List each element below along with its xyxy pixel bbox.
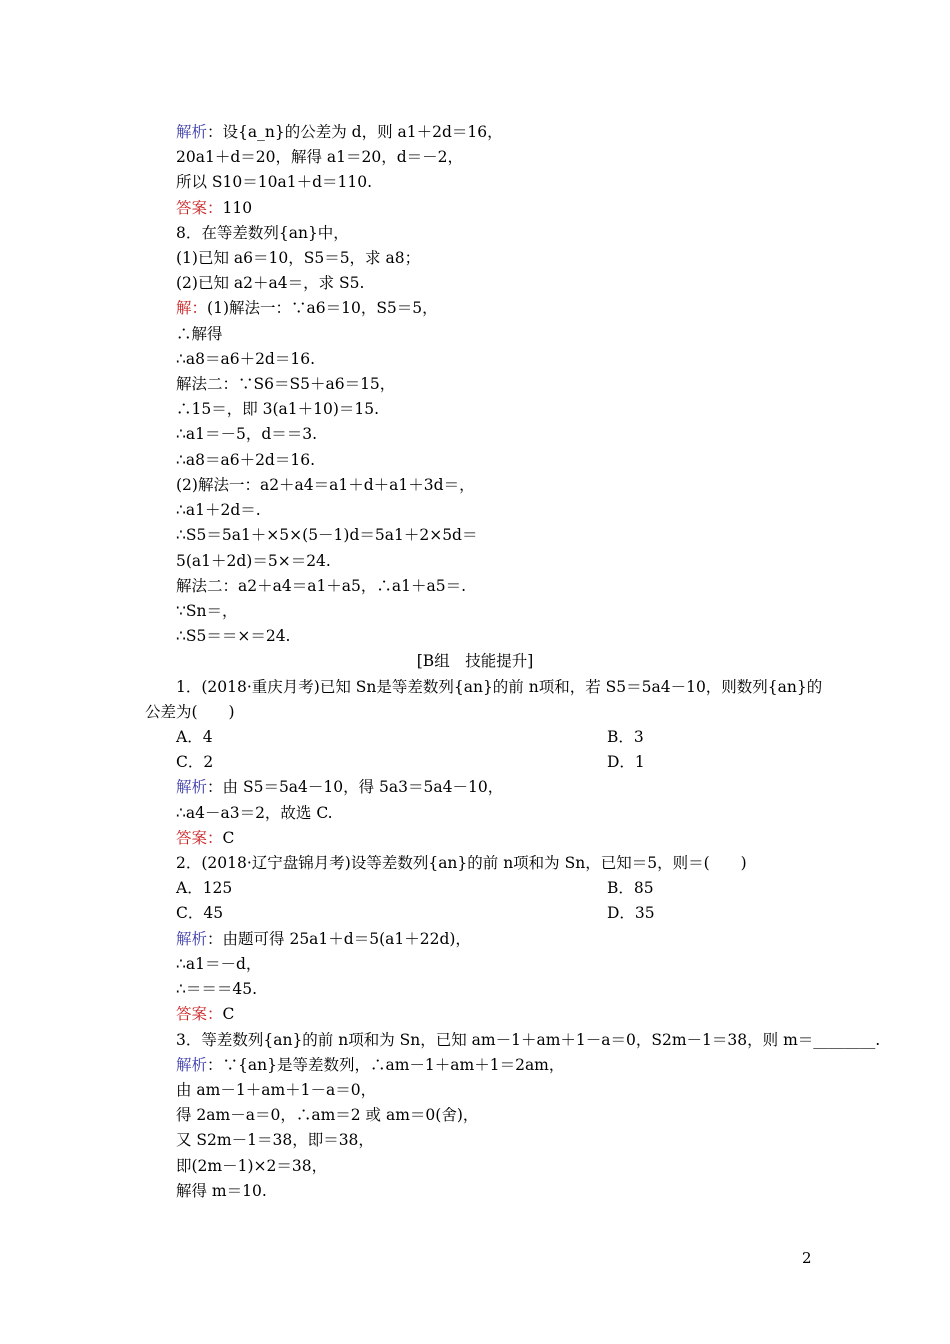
line: 解析：设{a_n}的公差为 d，则 a1＋2d＝16， (176, 123, 503, 141)
question-stem: 1．(2018·重庆月考)已知 Sn是等差数列{an}的前 n项和，若 S5＝5a4－10，则数列{an}的 (176, 678, 823, 696)
answer-label: 答案 (176, 829, 208, 847)
option-c: C．45 (176, 904, 224, 922)
solution-label: 解 (176, 299, 192, 317)
line: ∴a1＝－d， (176, 955, 262, 973)
option-row (176, 750, 645, 774)
line: 解析：∵{an}是等差数列，∴am－1＋am＋1＝2am， (176, 1056, 565, 1074)
line: (2)解法一：a2＋a4＝a1＋d＋a1＋3d＝， (176, 476, 475, 494)
line: ∴a8＝a6＋2d＝16. (176, 451, 316, 469)
line: ∴解得 (176, 325, 223, 343)
line: 又 S2m－1＝38，即＝38， (176, 1131, 374, 1149)
line: 解法二：∵S6＝S5＋a6＝15， (176, 375, 396, 393)
line: 解析：由题可得 25a1＋d＝5(a1＋22d)， (176, 930, 471, 948)
line: ∴a4－a3＝2，故选 C. (176, 804, 333, 822)
line: 解法二：a2＋a4＝a1＋a5，∴a1＋a5＝. (176, 577, 467, 595)
line: (2)已知 a2＋a4＝，求 S5. (176, 274, 365, 292)
option-b: B．3 (607, 728, 644, 746)
option-a: A．125 (176, 879, 233, 897)
line: ∴a1＋2d＝. (176, 501, 261, 519)
question-stem: 8．在等差数列{an}中， (176, 224, 349, 242)
option-d: D．1 (607, 753, 645, 771)
analysis-label: 解析 (176, 123, 208, 141)
page-number: 2 (802, 1249, 812, 1267)
line: 得 2am－a＝0，∴am＝2 或 am＝0(舍)， (176, 1106, 479, 1124)
answer-label: 答案 (176, 199, 208, 217)
line: 答案：110 (176, 199, 253, 217)
line: 解得 m＝10. (176, 1182, 267, 1200)
question-stem: 3．等差数列{an}的前 n项和为 Sn，已知 am－1＋am＋1－a＝0，S2m－1＝38，则 m＝________. (176, 1031, 881, 1049)
line: ∴15＝，即 3(a1＋10)＝15. (176, 400, 380, 418)
analysis-label: 解析 (176, 930, 208, 948)
line: ∴S5＝5a1＋×5×(5－1)d＝5a1＋2×5d＝ (176, 526, 478, 544)
line: ∴a8＝a6＋2d＝16. (176, 350, 316, 368)
line: 所以 S10＝10a1＋d＝110. (176, 173, 373, 191)
option-a: A．4 (176, 728, 213, 746)
analysis-label: 解析 (176, 778, 208, 796)
line: (1)已知 a6＝10，S5＝5，求 a8； (176, 249, 421, 267)
line: 由 am－1＋am＋1－a＝0， (176, 1081, 377, 1099)
option-row (176, 901, 655, 925)
option-c: C．2 (176, 753, 214, 771)
option-b: B．85 (607, 879, 654, 897)
line: ∴a1＝－5，d＝＝3. (176, 425, 318, 443)
line: 解析：由 S5＝5a4－10，得 5a3＝5a4－10， (176, 778, 504, 796)
section-title: [B组 技能提升] (416, 652, 534, 670)
line: 即(2m－1)×2＝38， (176, 1157, 328, 1175)
option-row (176, 876, 654, 900)
analysis-label: 解析 (176, 1056, 208, 1074)
line: 答案：C (176, 1005, 235, 1023)
line: ∵Sn＝， (176, 602, 238, 620)
line: 答案：C (176, 829, 235, 847)
line: ∴＝＝＝45. (176, 980, 258, 998)
option-d: D．35 (607, 904, 655, 922)
question-stem: 公差为( ) (145, 703, 235, 721)
option-row (176, 725, 644, 749)
line: 20a1＋d＝20，解得 a1＝20，d＝－2， (176, 148, 464, 166)
line: ∴S5＝＝×＝24. (176, 627, 291, 645)
line: 解：(1)解法一：∵a6＝10，S5＝5， (176, 299, 438, 317)
question-stem: 2．(2018·辽宁盘锦月考)设等差数列{an}的前 n项和为 Sn，已知＝5，则＝( ) (176, 854, 747, 872)
answer-label: 答案 (176, 1005, 208, 1023)
line: 5(a1＋2d)＝5×＝24. (176, 552, 331, 570)
